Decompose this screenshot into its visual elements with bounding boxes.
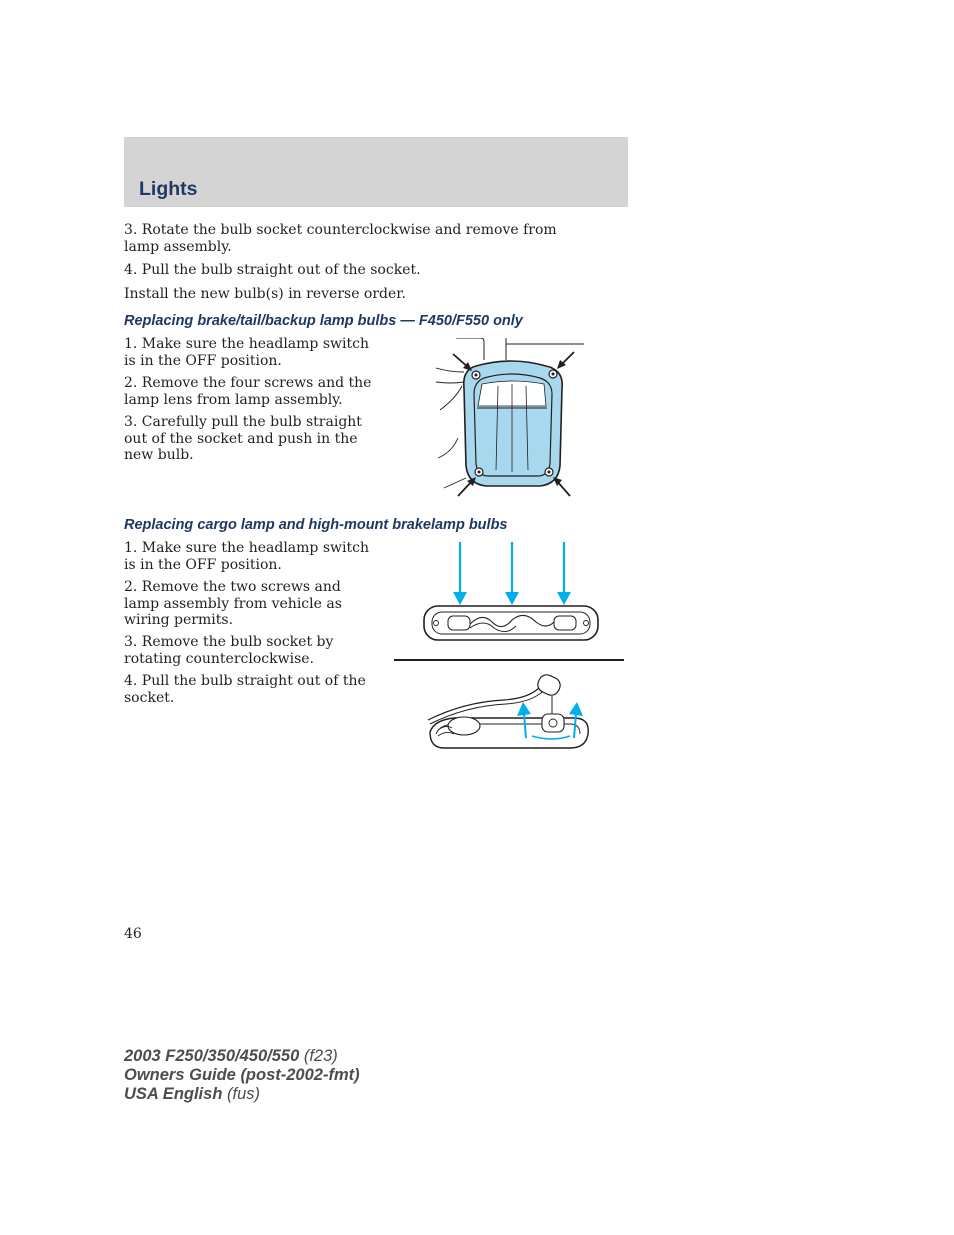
cargo-lamp-step-4: 4. Pull the bulb straight out of the socket.	[124, 673, 366, 706]
document-footer	[124, 1047, 360, 1104]
footer-line-2	[124, 1066, 360, 1085]
cargo-lamp-step-3: 3. Remove the bulb socket by rotating counterclockwise.	[124, 634, 334, 667]
footer-model: 2003 F250/350/450/550	[124, 1047, 300, 1065]
cargo-lamp-screws-illustration	[420, 542, 602, 647]
cargo-lamp-step-2: 2. Remove the two screws and lamp assembly from vehicle as wiring permits.	[124, 579, 342, 628]
intro-step-3: 3. Rotate the bulb socket counterclockwise and remove from lamp assembly.	[124, 222, 557, 255]
brake-lamp-step-2: 2. Remove the four screws and the lamp lens from lamp assembly.	[124, 375, 372, 408]
bulb-socket-removal-illustration	[424, 672, 592, 756]
footer-line-1	[124, 1047, 360, 1066]
install-note: Install the new bulb(s) in reverse order.	[124, 286, 406, 302]
footer-model-code: (f23)	[303, 1047, 338, 1065]
footer-language: USA English	[124, 1085, 223, 1103]
cargo-lamp-step-1: 1. Make sure the headlamp switch is in the OFF position.	[124, 540, 369, 573]
section-header-band	[124, 137, 628, 207]
brake-lamp-step-1: 1. Make sure the headlamp switch is in the OFF position.	[124, 336, 369, 369]
tail-lamp-illustration	[436, 338, 586, 500]
intro-step-4: 4. Pull the bulb straight out of the socket.	[124, 262, 421, 278]
brake-lamp-step-3: 3. Carefully pull the bulb straight out of the socket and push in the new bulb.	[124, 414, 362, 463]
footer-language-code: (fus)	[227, 1085, 260, 1103]
footer-line-3	[124, 1085, 360, 1104]
cargo-lamp-heading: Replacing cargo lamp and high-mount brakelamp bulbs	[124, 517, 508, 533]
footer-guide: Owners Guide (post-2002-fmt)	[124, 1066, 360, 1084]
page-number: 46	[124, 926, 142, 942]
section-title: Lights	[139, 178, 198, 200]
figure-divider	[394, 659, 624, 661]
brake-tail-lamp-heading: Replacing brake/tail/backup lamp bulbs — F450/F550 only	[124, 313, 523, 329]
